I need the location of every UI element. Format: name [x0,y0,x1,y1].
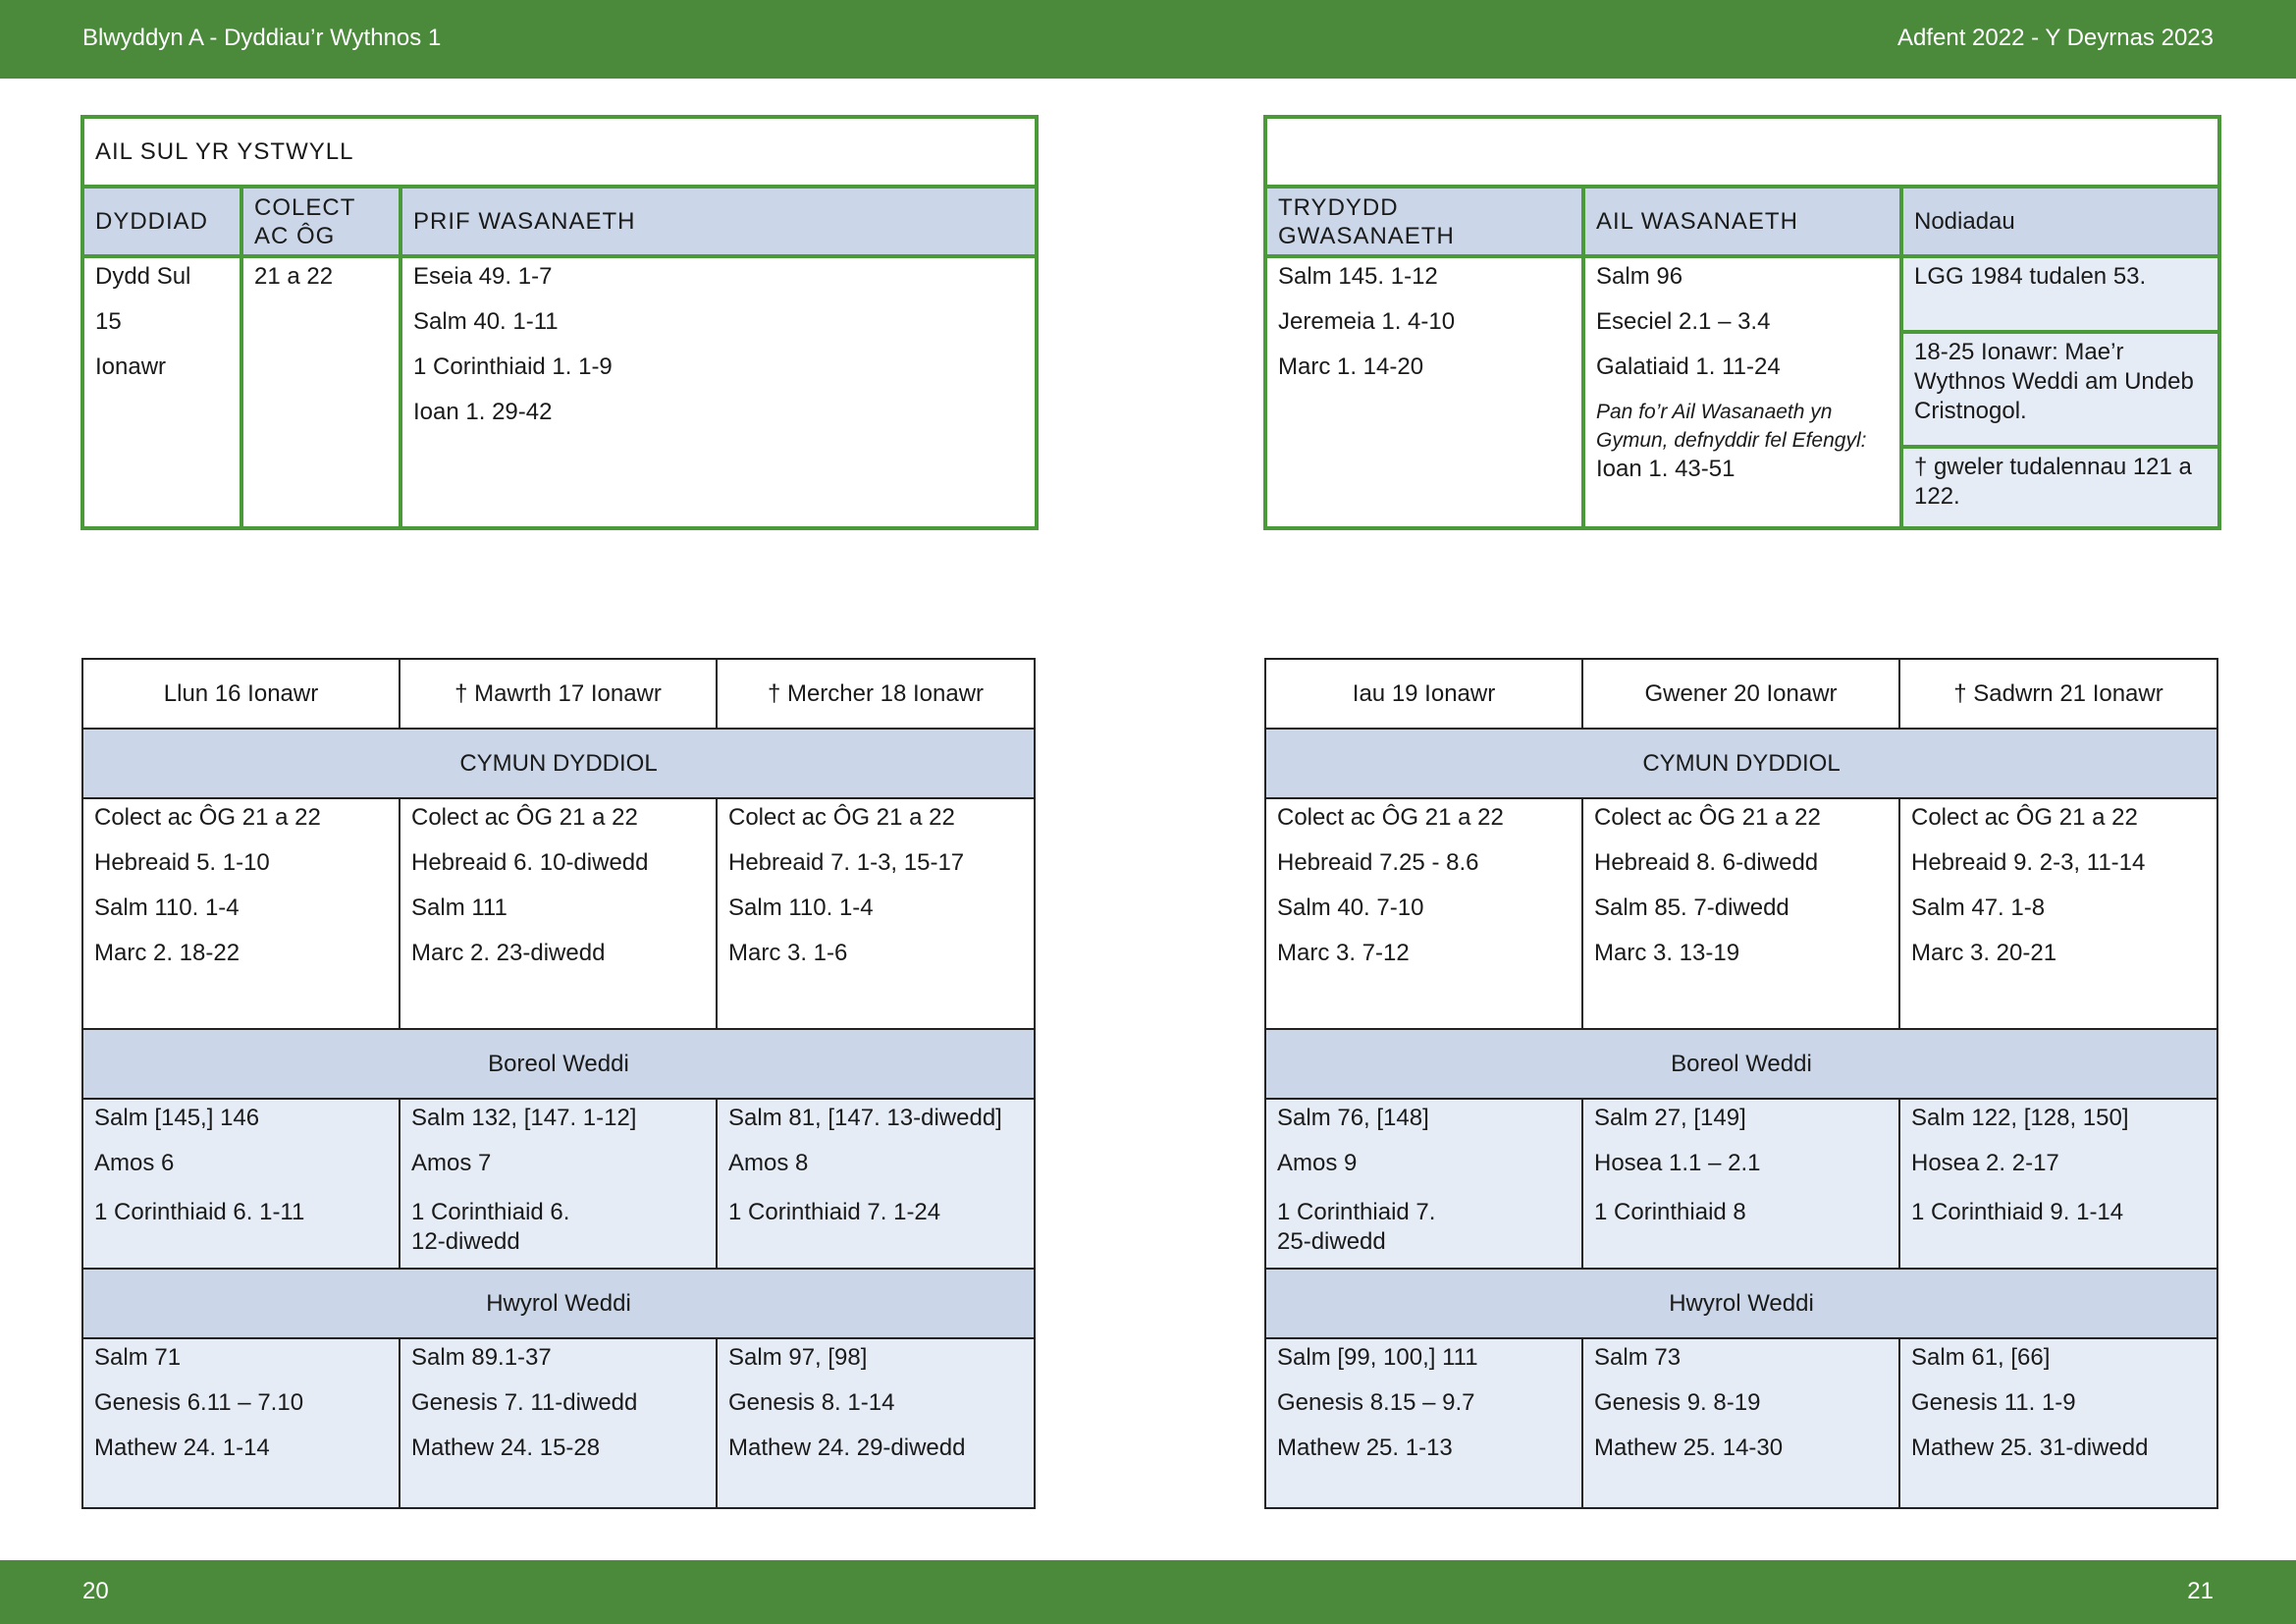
day-header: Gwener 20 Ionawr [1582,659,1899,729]
communion-cell [717,798,1035,1029]
reading: Salm 110. 1-4 [94,894,240,921]
section-title-morning: Boreol Weddi [82,1029,1035,1099]
note-cell: † gweler tudalennau 121 a 122. [1901,447,2219,528]
reading: Salm 122, [128, 150] [1911,1105,2129,1131]
reading: Salm 61, [66] [1911,1344,2051,1371]
running-header-right: Adfent 2022 - Y Deyrnas 2023 [1896,25,2214,51]
reading: Mathew 24. 1-14 [94,1435,270,1461]
reading: Mathew 25. 1-13 [1277,1435,1453,1461]
reading: Colect ac ÔG 21 a 22 [94,804,321,831]
reading: Salm 73 [1594,1344,1682,1371]
reading: Ioan 1. 29-42 [413,399,553,425]
date-line: 15 [95,308,122,335]
reading: Salm 81, [147. 13-diwedd] [728,1105,1002,1131]
evening-cell [1582,1338,1899,1508]
header-band [0,0,2296,79]
reading: Genesis 8.15 – 9.7 [1277,1389,1475,1416]
reading: Marc 3. 20-21 [1911,940,2057,966]
reading: Galatiaid 1. 11-24 [1596,353,1781,380]
sunday-table-left [80,115,1039,530]
reading: Colect ac ÔG 21 a 22 [1277,804,1504,831]
sunday-title-right [1265,117,2219,187]
reading: Salm 89.1-37 [411,1344,552,1371]
reading: Mathew 25. 14-30 [1594,1435,1784,1461]
communion-cell [400,798,717,1029]
main-service-cell [400,256,1037,528]
reading: Marc 3. 1-6 [728,940,848,966]
reading: Hosea 2. 2-17 [1911,1150,2059,1176]
morning-cell [82,1099,400,1269]
morning-cell [1899,1099,2217,1269]
reading: 1 Corinthiaid 7. 1-24 [728,1199,941,1225]
sunday-title: AIL SUL YR YSTWYLL [82,117,1037,187]
communion-cell [82,798,400,1029]
reading: Jeremeia 1. 4-10 [1278,308,1456,335]
reading: Amos 9 [1277,1150,1358,1176]
reading: Salm 110. 1-4 [728,894,874,921]
reading: 1 Corinthiaid 6. 1-11 [94,1199,305,1225]
third-service-cell [1265,256,1583,528]
reading: Marc 1. 14-20 [1278,353,1424,380]
running-header-left: Blwyddyn A - Dyddiau’r Wythnos 1 [82,25,442,51]
note-cell: 18-25 Ionawr: Mae’r Wythnos Weddi am Undeb Cristnogol. [1901,332,2219,447]
col-header-date: DYDDIAD [82,187,241,256]
reading: Salm 97, [98] [728,1344,868,1371]
day-header: Iau 19 Ionawr [1265,659,1582,729]
reading: Salm 96 [1596,263,1683,290]
reading: Salm 47. 1-8 [1911,894,2046,921]
second-service-cell [1583,256,1901,528]
communion-cell [1899,798,2217,1029]
collect-cell [241,256,400,528]
reading: Hebreaid 7.25 - 8.6 [1277,849,1479,876]
day-header: † Mercher 18 Ionawr [717,659,1035,729]
reading: Hebreaid 8. 6-diwedd [1594,849,1819,876]
reading: Marc 2. 18-22 [94,940,240,966]
reading: Salm 76, [148] [1277,1105,1429,1131]
date-line: Dydd Sul [95,263,191,290]
evening-cell [1899,1338,2217,1508]
reading: Eseia 49. 1-7 [413,263,553,290]
reading: Salm [145,] 146 [94,1105,260,1131]
reading: Genesis 7. 11-diwedd [411,1389,638,1416]
section-title-communion: CYMUN DYDDIOL [82,729,1035,798]
day-header: † Mawrth 17 Ionawr [400,659,717,729]
day-header: † Sadwrn 21 Ionawr [1899,659,2217,729]
reading: Hebreaid 7. 1-3, 15-17 [728,849,965,876]
reading: Marc 3. 7-12 [1277,940,1410,966]
day-header: Llun 16 Ionawr [82,659,400,729]
reading: 1 Corinthiaid 1. 1-9 [413,353,613,380]
reading: Mathew 24. 29-diwedd [728,1435,966,1461]
morning-cell [1265,1099,1582,1269]
reading: 1 Corinthiaid 6. 12-diwedd [411,1199,570,1255]
morning-cell [717,1099,1035,1269]
reading: Salm 145. 1-12 [1278,263,1438,290]
reading: Genesis 6.11 – 7.10 [94,1389,304,1416]
reading: Salm [99, 100,] 111 [1277,1344,1478,1371]
morning-cell [1582,1099,1899,1269]
reading: Hebreaid 6. 10-diwedd [411,849,649,876]
page-number-right: 21 [2187,1578,2214,1604]
reading: Genesis 11. 1-9 [1911,1389,2076,1416]
weekday-table-right [1264,658,2218,1509]
date-cell [82,256,241,528]
morning-cell [400,1099,717,1269]
reading: Salm 27, [149] [1594,1105,1746,1131]
weekday-table-left [81,658,1036,1509]
reading: Genesis 8. 1-14 [728,1389,895,1416]
col-header-notes: Nodiadau [1901,187,2219,256]
reading: 1 Corinthiaid 8 [1594,1199,1746,1225]
reading: Colect ac ÔG 21 a 22 [728,804,955,831]
communion-cell [1582,798,1899,1029]
evening-cell [400,1338,717,1508]
reading: 1 Corinthiaid 7. 25-diwedd [1277,1199,1436,1255]
page-number-left: 20 [82,1578,109,1604]
reading: Hebreaid 9. 2-3, 11-14 [1911,849,2146,876]
reading: Salm 40. 7-10 [1277,894,1424,921]
note-cell: LGG 1984 tudalen 53. [1901,256,2219,332]
reading: Mathew 24. 15-28 [411,1435,601,1461]
reading: Salm 132, [147. 1-12] [411,1105,637,1131]
reading: 1 Corinthiaid 9. 1-14 [1911,1199,2124,1225]
reading: Mathew 25. 31-diwedd [1911,1435,2149,1461]
reading: Hosea 1.1 – 2.1 [1594,1150,1761,1176]
reading: Amos 6 [94,1150,175,1176]
reading: Marc 3. 13-19 [1594,940,1740,966]
reading: Salm 40. 1-11 [413,308,559,335]
col-header-main-service: PRIF WASANAETH [400,187,1037,256]
footer-band [0,1560,2296,1624]
section-title-evening: Hwyrol Weddi [1265,1269,2217,1338]
communion-cell [1265,798,1582,1029]
reading: Amos 8 [728,1150,809,1176]
reading: Salm 111 [411,894,507,921]
date-line: Ionawr [95,353,167,380]
section-title-morning: Boreol Weddi [1265,1029,2217,1099]
communion-gospel-note: Pan fo’r Ail Wasanaeth yn Gymun, defnyddir fel Efengyl: [1596,401,1867,452]
reading: Genesis 9. 8-19 [1594,1389,1761,1416]
reading: Colect ac ÔG 21 a 22 [1911,804,2138,831]
reading: Colect ac ÔG 21 a 22 [1594,804,1821,831]
reading: Eseciel 2.1 – 3.4 [1596,308,1771,335]
reading: Ioan 1. 43-51 [1596,456,1735,482]
reading: Marc 2. 23-diwedd [411,940,606,966]
reading: Colect ac ÔG 21 a 22 [411,804,638,831]
section-title-evening: Hwyrol Weddi [82,1269,1035,1338]
evening-cell [82,1338,400,1508]
col-header-third-service: TRYDYDD GWASANAETH [1265,187,1583,256]
evening-cell [717,1338,1035,1508]
sunday-table-right [1263,115,2221,530]
col-header-collect: COLECT AC ÔG [241,187,400,256]
reading: Salm 85. 7-diwedd [1594,894,1789,921]
reading: Amos 7 [411,1150,492,1176]
evening-cell [1265,1338,1582,1508]
reading: Hebreaid 5. 1-10 [94,849,270,876]
reading: Salm 71 [94,1344,182,1371]
collect-value: 21 a 22 [254,263,334,290]
section-title-communion: CYMUN DYDDIOL [1265,729,2217,798]
col-header-second-service: AIL WASANAETH [1583,187,1901,256]
